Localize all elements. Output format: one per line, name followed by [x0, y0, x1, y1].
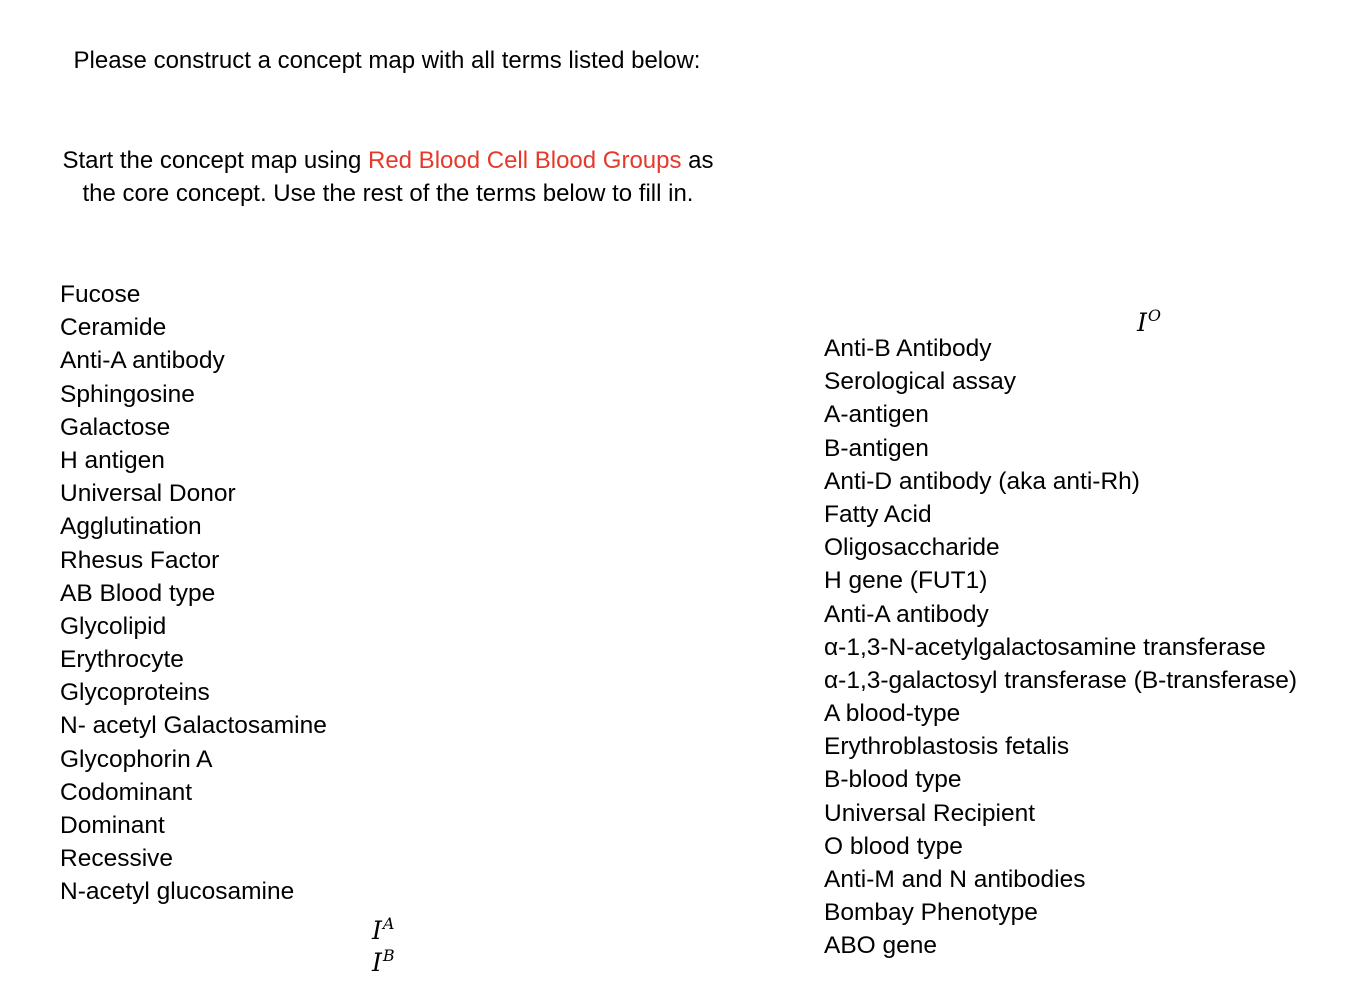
term-item: Codominant [60, 778, 193, 806]
instruction-line-2-prefix: Start the concept map using [62, 147, 368, 174]
term-item: Anti-D antibody (aka anti-Rh) [824, 467, 1140, 495]
right-term-list [824, 332, 1297, 963]
term-item: Bombay Phenotype [824, 899, 1038, 927]
allele-superscript: A [382, 914, 395, 933]
term-item: N- acetyl Galactosamine [60, 712, 327, 740]
term-item: Dominant [60, 812, 165, 839]
term-item: Oligosaccharide [824, 534, 1000, 562]
term-item: Galactose [60, 413, 171, 441]
allele-superscript: B [382, 946, 395, 965]
left-term-list [60, 278, 327, 909]
term-item: Sphingosine [60, 380, 195, 408]
term-item: Fucose [60, 281, 141, 308]
term-item: A-antigen [824, 401, 929, 429]
term-item: Anti-A antibody [824, 600, 989, 628]
allele-base: I [372, 916, 382, 945]
term-item: Erythrocyte [60, 646, 184, 674]
term-item: Agglutination [60, 513, 202, 541]
allele-superscript: O [1147, 306, 1162, 325]
term-item: Glycolipid [60, 612, 167, 640]
term-item: Recessive [60, 845, 174, 873]
term-item: Anti-B Antibody [824, 335, 992, 362]
instruction-heading [70, 44, 704, 77]
term-item: Glycophorin A [60, 745, 213, 773]
term-item: Glycoproteins [60, 679, 210, 707]
term-item: Universal Recipient [824, 799, 1036, 827]
term-item: Fatty Acid [824, 500, 932, 528]
term-item: AB Blood type [60, 579, 216, 607]
allele-i-b [372, 941, 395, 978]
term-item: Anti-A antibody [60, 347, 225, 375]
core-concept: Red Blood Cell Blood Groups [367, 147, 682, 174]
term-item: Universal Donor [60, 480, 236, 508]
instruction-line-2-suffix: as the core concept. Use the rest of the terms below to fill in. [82, 147, 714, 207]
instruction-line-1: Please construct a concept map with all terms listed below: [73, 47, 701, 74]
term-item: B-antigen [824, 434, 929, 462]
term-item: Serological assay [824, 368, 1017, 396]
term-item: α-1,3-galactosyl transferase (B-transferase) [824, 666, 1298, 694]
allele-base: I [372, 948, 382, 977]
term-item: A blood-type [824, 700, 961, 728]
term-item: H gene (FUT1) [824, 567, 988, 595]
term-item: Rhesus Factor [60, 546, 220, 574]
term-item: N-acetyl glucosamine [60, 878, 295, 906]
term-item: α-1,3-N-acetylgalactosamine transferase [824, 633, 1266, 661]
allele-i-o [1137, 301, 1161, 338]
term-item: O blood type [824, 832, 963, 860]
term-item: Anti-M and N antibodies [824, 866, 1086, 893]
term-item: Ceramide [60, 314, 167, 342]
term-item: ABO gene [824, 932, 938, 960]
instruction-core-concept [60, 144, 716, 210]
term-item: B-blood type [824, 766, 962, 794]
allele-base: I [1137, 308, 1147, 337]
term-item: Erythroblastosis fetalis [824, 733, 1070, 761]
term-item: H antigen [60, 446, 165, 474]
